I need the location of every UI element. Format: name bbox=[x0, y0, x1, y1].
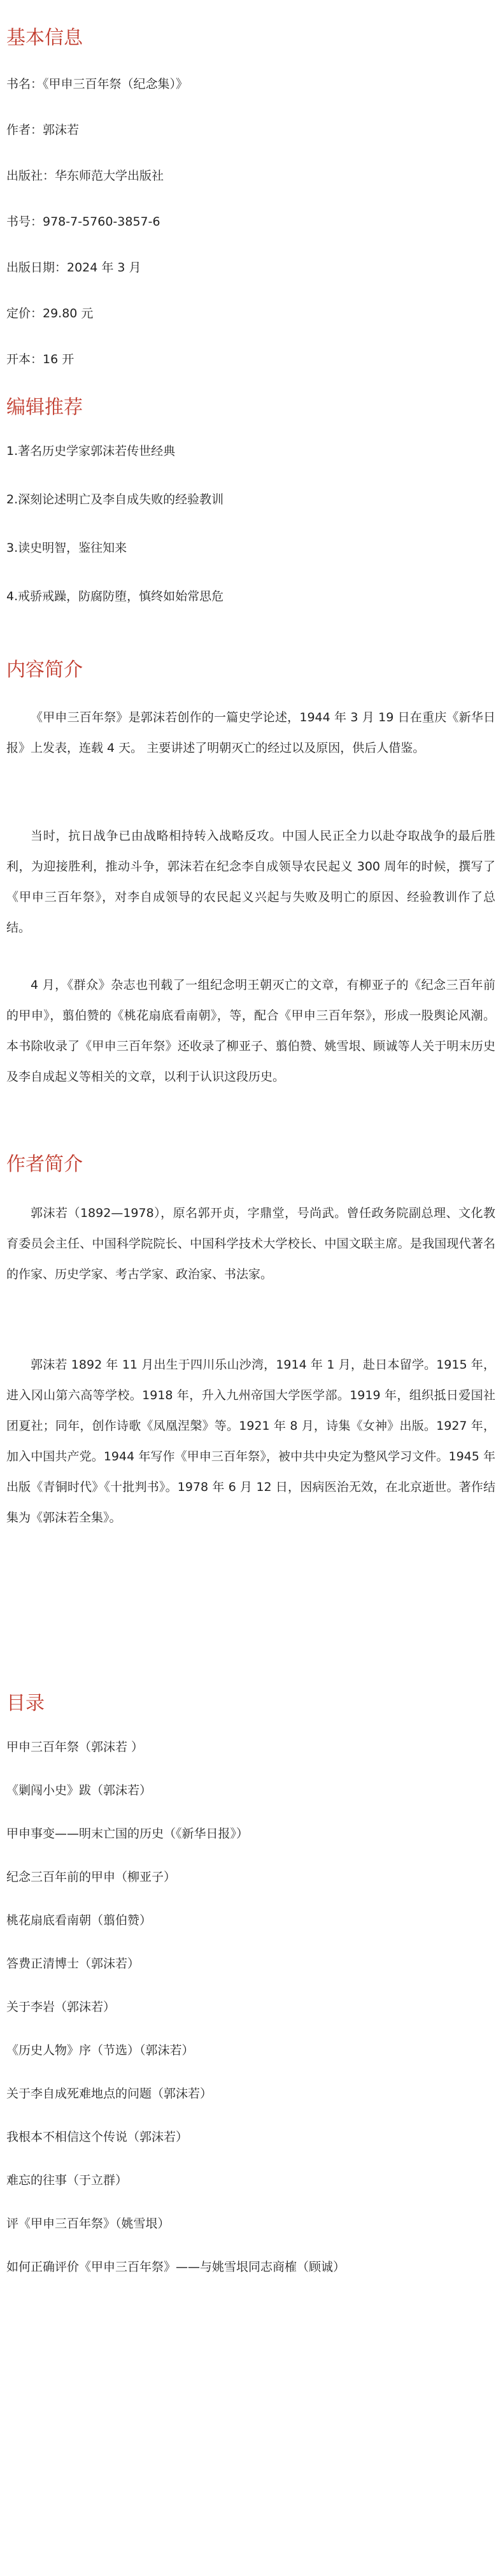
author-intro-paragraph: 郭沫若（1892—1978），原名郭开贞，字鼎堂，号尚武。曾任政务院副总理、文化教育委员会主任、中国科学院院长、中国科学技术大学校长、中国文联主席。是我国现代著名的作家、历史学家、考古学家、政治家、书法家。 bbox=[6, 1206, 495, 1281]
price: 定价：29.80 元 bbox=[6, 306, 94, 320]
content-intro-title: 内容简介 bbox=[6, 659, 83, 681]
author: 作者：郭沫若 bbox=[6, 123, 80, 137]
toc-item: 《剿闯小史》跋（郭沫若） bbox=[6, 1783, 152, 1797]
recommend-item: 3.读史明智，鉴往知来 bbox=[6, 541, 127, 555]
toc-item: 关于李岩（郭沫若） bbox=[6, 2000, 116, 2014]
toc-item: 关于李自成死难地点的问题（郭沫若） bbox=[6, 2087, 213, 2101]
toc-list bbox=[6, 1738, 495, 2301]
toc-item: 我根本不相信这个传说（郭沫若） bbox=[6, 2130, 188, 2144]
publisher: 出版社：华东师范大学出版社 bbox=[6, 169, 164, 183]
isbn: 书号：978-7-5760-3857-6 bbox=[6, 215, 160, 229]
toc-item: 评《甲申三百年祭》（姚雪垠） bbox=[6, 2217, 170, 2231]
editor-recommend-title: 编辑推荐 bbox=[6, 396, 83, 419]
basic-info-title: 基本信息 bbox=[6, 27, 83, 49]
toc-item: 答费正清博士（郭沫若） bbox=[6, 1957, 140, 1971]
content-intro-paragraph: 《甲申三百年祭》是郭沫若创作的一篇史学论述，1944 年 3 月 19 日在重庆《新华日报》上发表，连载 4 天。 主要讲述了明朝灭亡的经过以及原因，供后人借鉴。 bbox=[6, 710, 495, 755]
publish-date: 出版日期：2024 年 3 月 bbox=[6, 261, 141, 275]
toc-item: 难忘的往事（于立群） bbox=[6, 2173, 128, 2187]
toc-item: 纪念三百年前的甲申（柳亚子） bbox=[6, 1870, 176, 1884]
toc-item: 如何正确评价《甲申三百年祭》——与姚雪垠同志商榷（顾诚） bbox=[6, 2260, 346, 2274]
recommend-item: 4.戒骄戒躁，防腐防堕，慎终如始常思危 bbox=[6, 589, 224, 603]
book-name: 书名：《甲申三百年祭（纪念集）》 bbox=[6, 77, 188, 91]
format: 开本：16 开 bbox=[6, 352, 74, 366]
toc-item: 甲申三百年祭（郭沫若 ） bbox=[6, 1740, 144, 1754]
author-intro-title: 作者简介 bbox=[6, 1153, 83, 1176]
toc-item: 甲申事变——明末亡国的历史（《新华日报》） bbox=[6, 1827, 249, 1841]
content-intro-paragraph: 当时，抗日战争已由战略相持转入战略反攻。中国人民正全力以赴夺取战争的最后胜利，为迎接胜利，推动斗争，郭沫若在纪念李自成领导农民起义 300 周年的时候，撰写了《甲申三百年祭》，对李自成领导的农民起义兴起与失败及明亡的原因、经验教训作了总结。 bbox=[6, 829, 495, 935]
toc-title: 目录 bbox=[6, 1692, 45, 1715]
content-intro-paragraph: 4 月，《群众》杂志也刊载了一组纪念明王朝灭亡的文章，有柳亚子的《纪念三百年前的甲申》，翦伯赞的《桃花扇底看南朝》，等，配合《甲申三百年祭》，形成一股舆论风潮。本书除收录了《甲申三百年祭》还收录了柳亚子、翦伯赞、姚雪垠、顾诚等人关于明末历史及李自成起义等相关的文章，以利于认识这段历史。 bbox=[6, 978, 495, 1084]
author-intro-paragraph: 郭沫若 1892 年 11 月出生于四川乐山沙湾，1914 年 1 月，赴日本留学。1915 年，进入冈山第六高等学校。1918 年，升入九州帝国大学医学部。1919 年，组织抵日爱国社团夏社；同年，创作诗歌《凤凰涅槃》等。1921 年 8 月，诗集《女神》出版。1927 年，加入中国共产党。1944 年写作《甲申三百年祭》，被中共中央定为整风学习文件。1945 年出版《青铜时代》《十批判书》。1978 年 6 月 12 日，因病医治无效，在北京逝世。著作结集为《郭沫若全集》。 bbox=[6, 1358, 495, 1525]
recommend-item: 2.深刻论述明亡及李自成失败的经验教训 bbox=[6, 493, 224, 507]
recommend-item: 1.著名历史学家郭沫若传世经典 bbox=[6, 444, 176, 458]
toc-item: 《历史人物》序（节选）（郭沫若） bbox=[6, 2043, 194, 2057]
toc-item: 桃花扇底看南朝（翦伯赞） bbox=[6, 1913, 152, 1927]
